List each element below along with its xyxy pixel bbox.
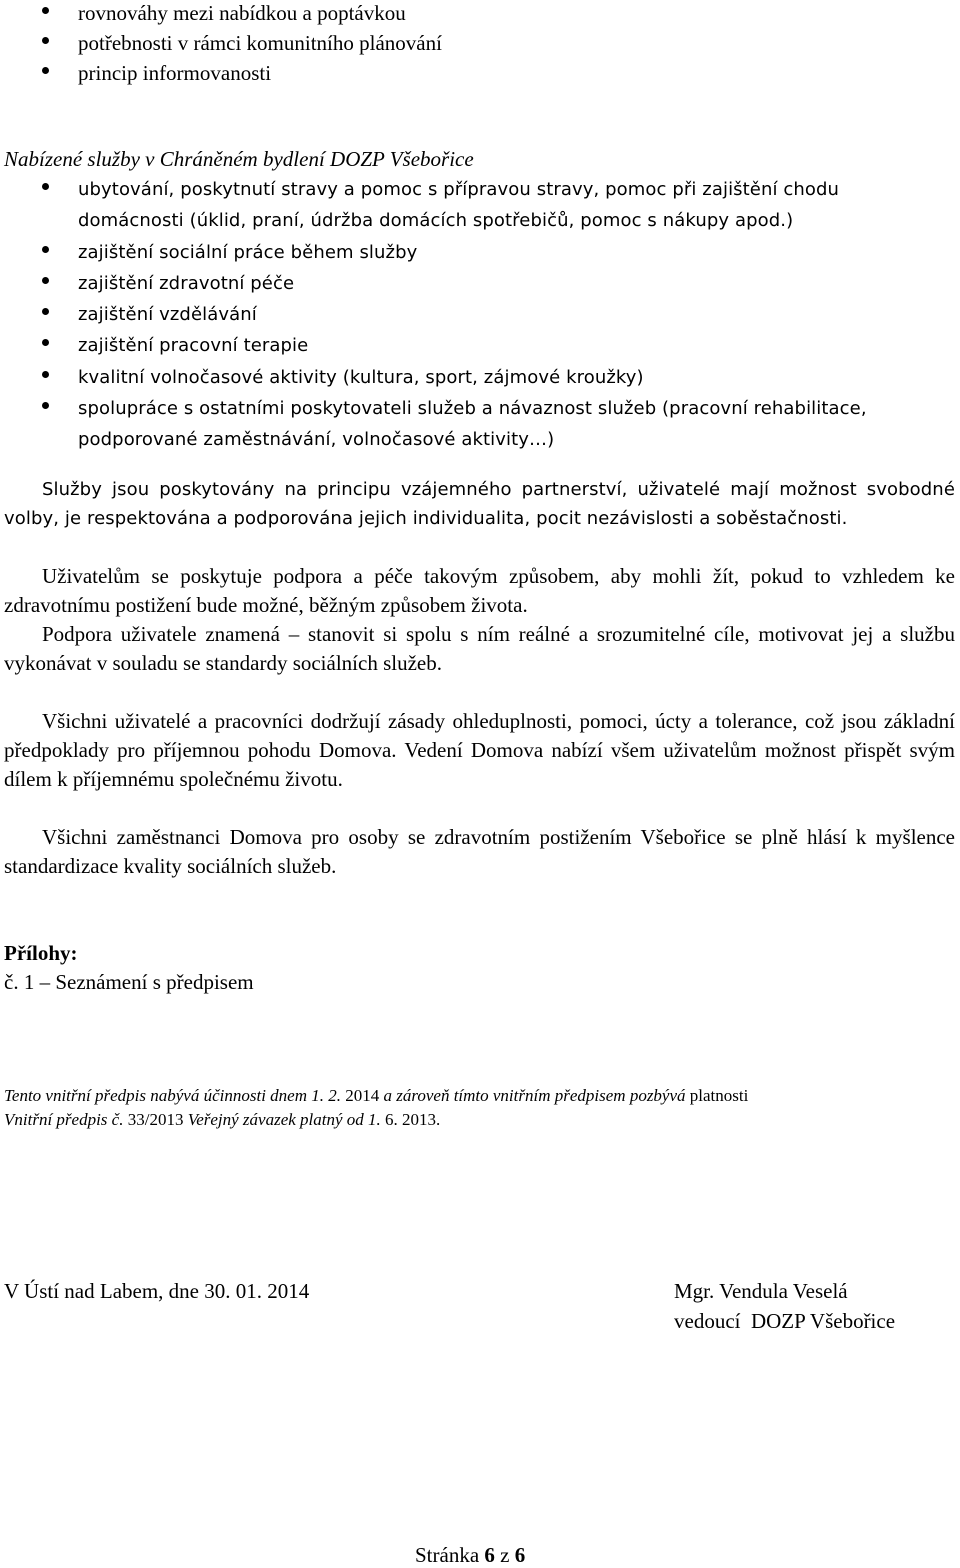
page-number: Stránka 6 z 6 [415,1543,526,1567]
paragraph-principles: Všichni uživatelé a pracovníci dodržují zásady ohleduplnosti, pomoci, úcty a tolerance, což jsou základní předpoklady pro příjemnou pohodu Domova. Vedení Domova nabízí všem uživatelům možnost přispět svým dílem k příjemnému společnému životu. [4,709,955,791]
paragraph-standards: Všichni zaměstnanci Domova pro osoby se zdravotním postižením Všebořice se plně hlásí k myšlence standardizace kvality sociálních služeb. [4,825,955,878]
paragraph-goals: Podpora uživatele znamená – stanovit si spolu s ním reálné a srozumitelné cíle, motivovat jej a službu vykonávat v souladu se standardy sociálních služeb. [4,622,955,675]
bullet-icon [42,37,49,44]
attachments-heading: Přílohy: [4,941,78,965]
list-item: zajištění zdravotní péče [0,268,960,299]
bullet-icon [42,308,49,315]
signatory-name: Mgr. Vendula Veselá [674,1279,848,1303]
bullet-icon [42,246,49,253]
paragraph-support: Uživatelům se poskytuje podpora a péče takovým způsobem, aby mohli žít, pokud to vzhledem ke zdravotnímu postižení bude možné, běžným způsobem života. [4,564,955,617]
signatory-role: vedoucí DOZP Všebořice [674,1309,896,1333]
services-heading: Nabízené služby v Chráněném bydlení DOZP Všebořice [4,147,474,171]
list-item: spolupráce s ostatními poskytovateli služeb a návaznost služeb (pracovní rehabilitace, podporované zaměstnávání, volnočasové aktivity…) [0,393,960,456]
bullet-icon [42,402,49,409]
list-item: ubytování, poskytnutí stravy a pomoc s přípravou stravy, pomoc při zajištění chodu domácnosti (úklid, praní, údržba domácích spotřebičů, pomoc s nákupy apod.) [0,174,960,237]
bullet-icon [42,277,49,284]
list-item: zajištění vzdělávání [0,299,960,330]
list-item: zajištění pracovní terapie [0,330,960,361]
list-item: kvalitní volnočasové aktivity (kultura, sport, zájmové kroužky) [0,362,960,393]
attachment-item: č. 1 – Seznámení s předpisem [4,970,254,994]
bullet-icon [42,183,49,190]
list-item: zajištění sociální práce během služby [0,237,960,268]
validity-line-1: Tento vnitřní předpis nabývá účinnosti dnem 1. 2. 2014 a zároveň tímto vnitřním předpisem pozbývá platnosti [4,1086,749,1105]
paragraph-partnership: Služby jsou poskytovány na principu vzájemného partnerství, uživatelé mají možnost svobodné volby, je respektována a podporována jejich individualita, pocit nezávislosti a soběstačnosti. [4,479,955,529]
bullet-icon [42,67,49,74]
services-list [0,174,960,456]
bullet-icon [42,371,49,378]
list-item: princip informovanosti [0,58,960,88]
list-item: potřebnosti v rámci komunitního plánování [0,28,960,58]
validity-line-2: Vnitřní předpis č. 33/2013 Veřejný závazek platný od 1. 6. 2013. [4,1110,441,1129]
bullet-icon [42,339,49,346]
list-item: rovnováhy mezi nabídkou a poptávkou [0,0,960,28]
bullet-icon [42,7,49,14]
place-date: V Ústí nad Labem, dne 30. 01. 2014 [4,1279,310,1303]
principles-list [0,0,960,88]
